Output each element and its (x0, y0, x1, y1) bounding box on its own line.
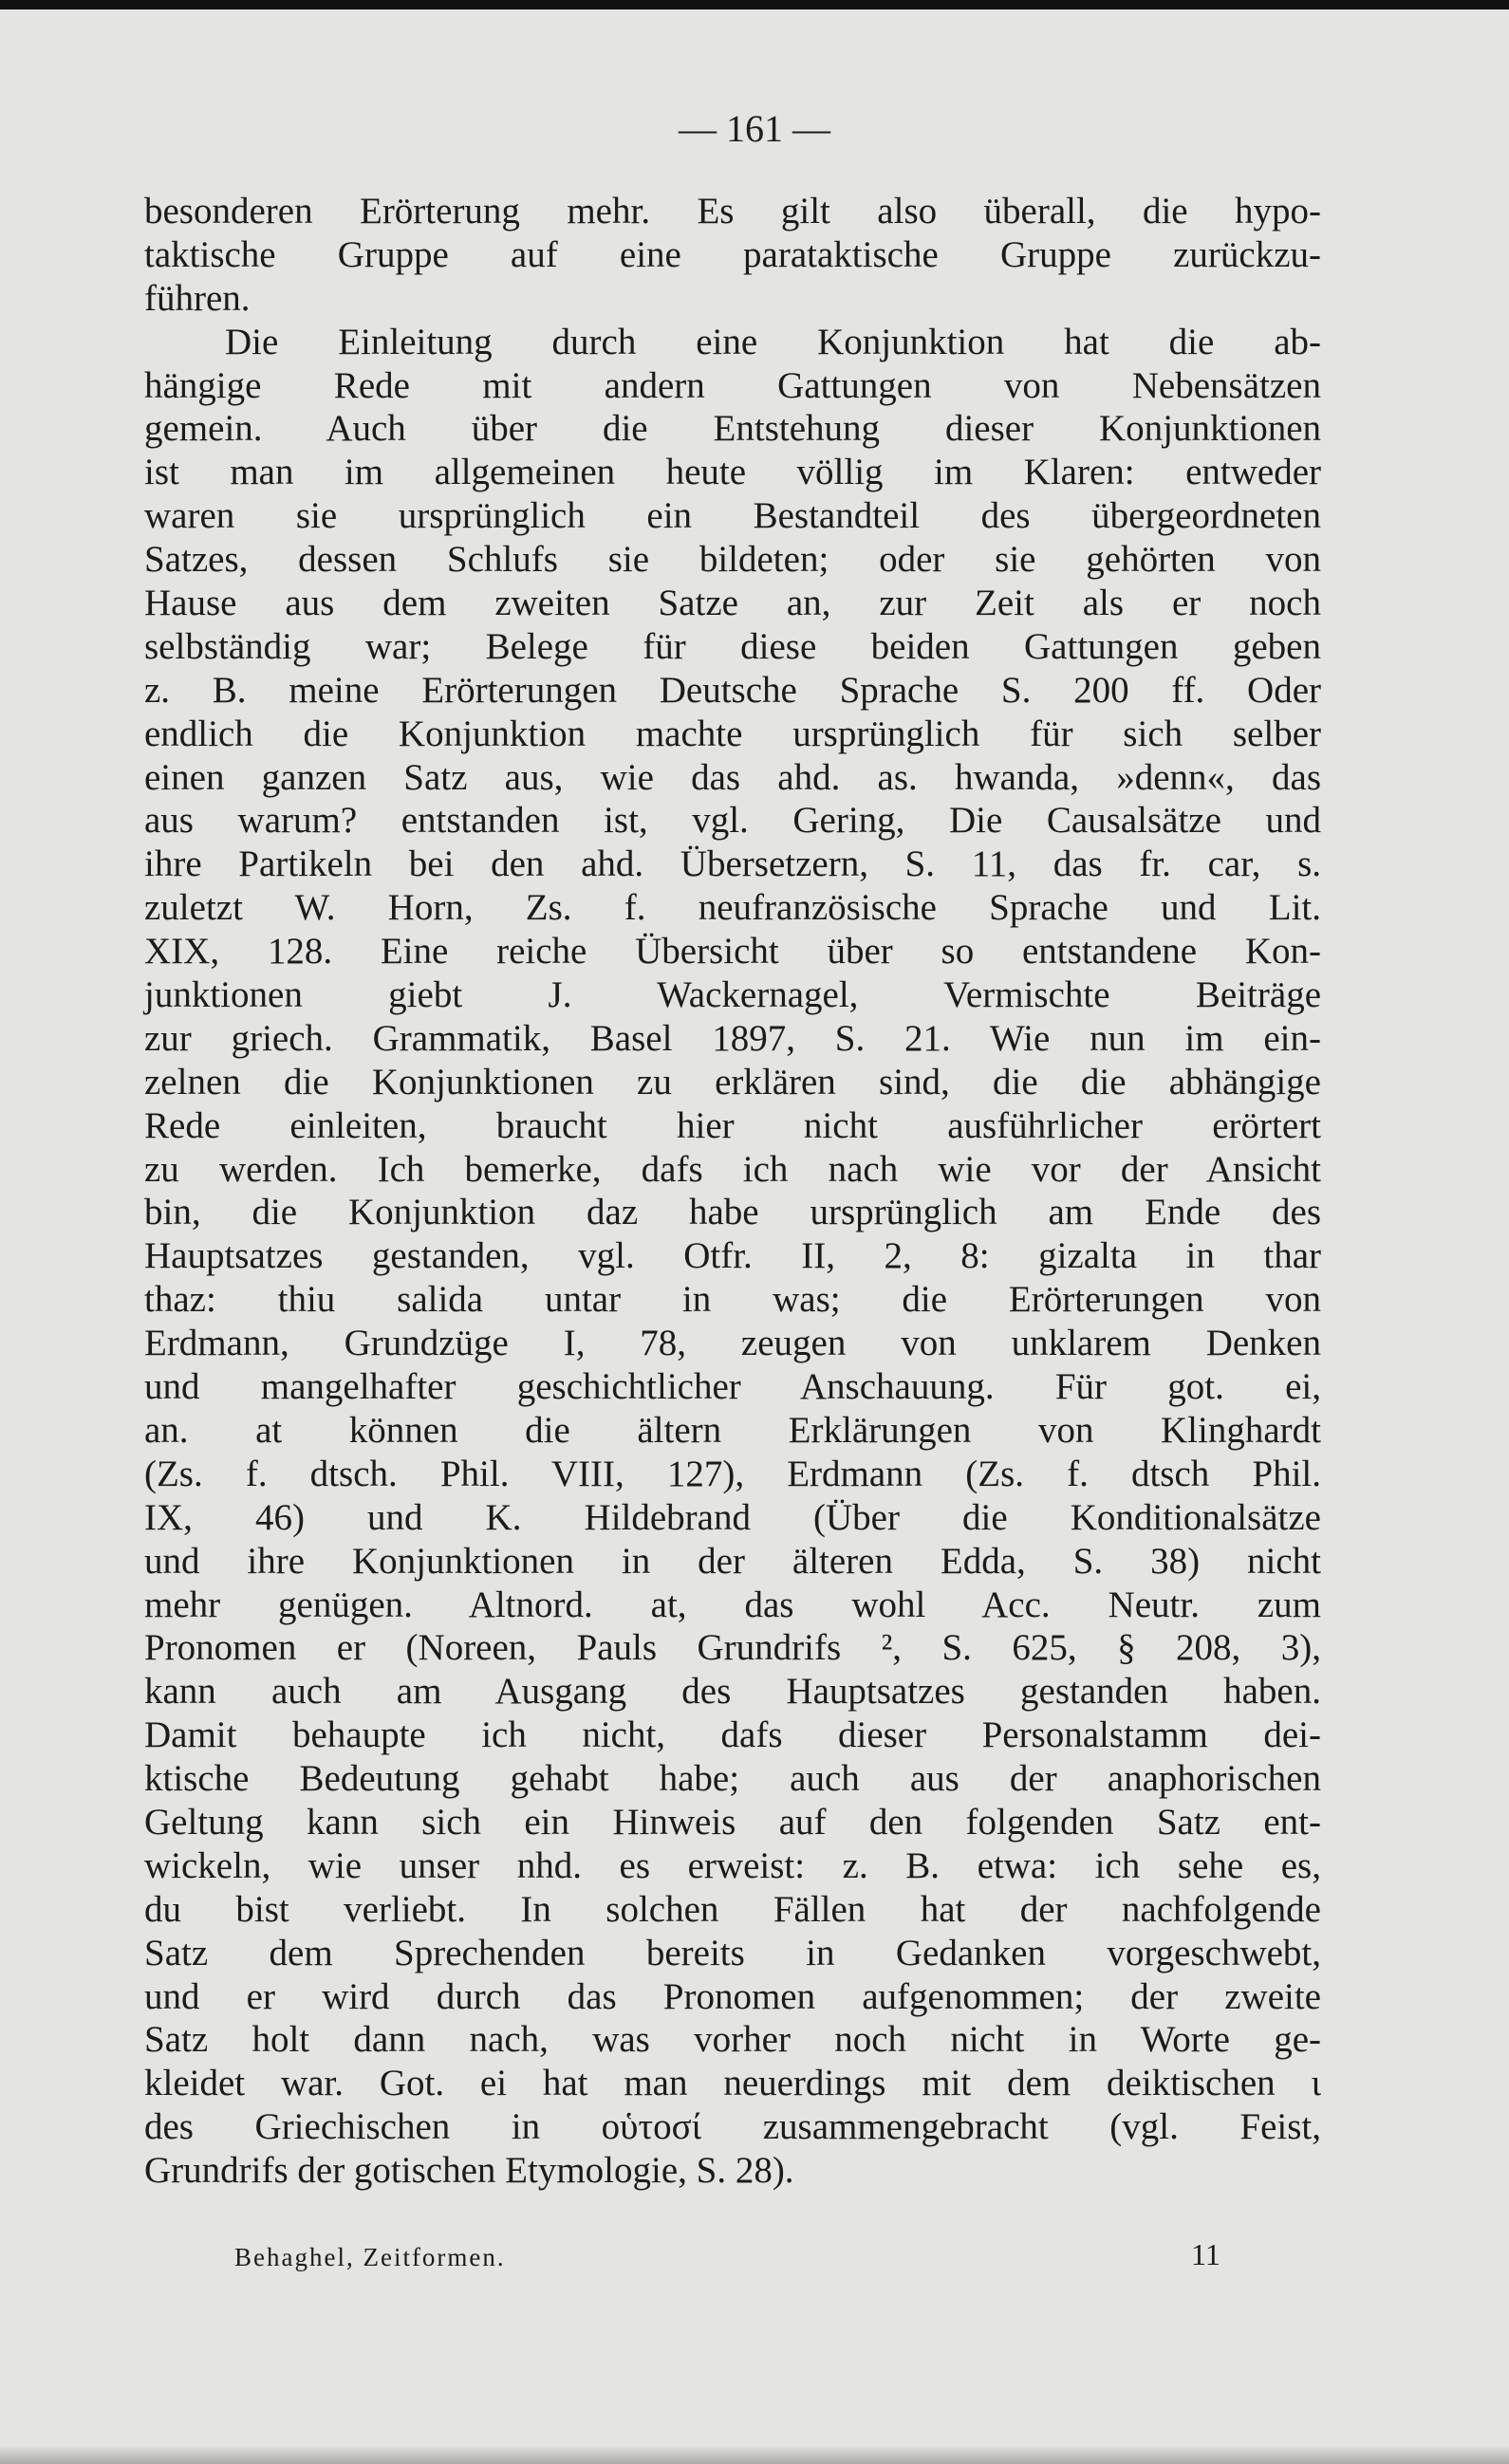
text-line: ist man im allgemeinen heute völlig im Klaren: entweder (144, 452, 1321, 493)
text-line: aus warum? entstanden ist, vgl. Gering, Die Causalsätze und (144, 800, 1321, 842)
text-line: kann auch am Ausgang des Hauptsatzes gestanden haben. (144, 1671, 1321, 1713)
page-footer (0, 2237, 1509, 2275)
text-line: Satz holt dann nach, was vorher noch nicht in Worte ge- (144, 2019, 1321, 2061)
printer-signature: Behaghel, Zeitformen. (234, 2243, 506, 2271)
text-line: zuletzt W. Horn, Zs. f. neufranzösische Sprache und Lit. (144, 887, 1321, 929)
text-line: besonderen Erörterung mehr. Es gilt also überall, die hypo- (144, 191, 1321, 232)
text-line: endlich die Konjunktion machte ursprünglich für sich selber (144, 713, 1321, 754)
text-line: Grundrifs der gotischen Etymologie, S. 28). (144, 2150, 794, 2192)
text-line: und mangelhafter geschichtlicher Anschauung. Für got. ei, (144, 1366, 1321, 1408)
text-line: kleidet war. Got. ei hat man neuerdings mit dem deiktischen ι (144, 2063, 1321, 2104)
text-line: (Zs. f. dtsch. Phil. VIII, 127), Erdmann (Zs. f. dtsch Phil. (144, 1453, 1321, 1494)
text-line: junktionen giebt J. Wackernagel, Vermischte Beiträge (144, 974, 1321, 1016)
text-line: selbständig war; Belege für diese beiden Gattungen geben (144, 625, 1321, 667)
text-line: Erdmann, Grundzüge I, 78, zeugen von unklarem Denken (144, 1323, 1321, 1364)
text-line: zur griech. Grammatik, Basel 1897, S. 21. Wie nun im ein- (144, 1017, 1321, 1059)
paragraph-start-line: Die Einleitung durch eine Konjunktion hat die ab- (225, 321, 1321, 362)
text-line: des Griechischen in οὑτοσί zusammengebracht (vgl. Feist, (144, 2106, 1321, 2148)
text-line: und ihre Konjunktionen in der älteren Edda, S. 38) nicht (144, 1540, 1321, 1582)
text-line: ktische Bedeutung gehabt habe; auch aus der anaphorischen (144, 1758, 1321, 1800)
text-line: Rede einleiten, braucht hier nicht ausführlicher erörtert (144, 1104, 1321, 1146)
text-line: mehr genügen. Altnord. at, das wohl Acc. Neutr. zum (144, 1584, 1321, 1625)
text-line: Satzes, dessen Schlufs sie bildeten; oder sie gehörten von (144, 539, 1321, 581)
text-line: ihre Partikeln bei den ahd. Übersetzern, S. 11, das fr. car, s. (144, 843, 1321, 885)
text-line: waren sie ursprünglich ein Bestandteil des übergeordneten (144, 495, 1321, 537)
text-line: bin, die Konjunktion daz habe ursprünglich am Ende des (144, 1192, 1321, 1233)
text-line: gemein. Auch über die Entstehung dieser Konjunktionen (144, 408, 1321, 450)
text-line: an. at können die ältern Erklärungen von Klinghardt (144, 1409, 1321, 1451)
text-line: Geltung kann sich ein Hinweis auf den folgenden Satz ent- (144, 1801, 1321, 1843)
text-line: Satz dem Sprechenden bereits in Gedanken vorgeschwebt, (144, 1932, 1321, 1973)
text-line: du bist verliebt. In solchen Fällen hat der nachfolgende (144, 1888, 1321, 1930)
text-line: und er wird durch das Pronomen aufgenommen; der zweite (144, 1975, 1321, 2017)
text-line: Damit behaupte ich nicht, dafs dieser Personalstamm dei- (144, 1714, 1321, 1756)
text-line: thaz: thiu salida untar in was; die Erörterungen von (144, 1279, 1321, 1321)
text-line: Hause aus dem zweiten Satze an, zur Zeit als er noch (144, 583, 1321, 624)
text-line: taktische Gruppe auf eine parataktische Gruppe zurückzu- (144, 233, 1321, 275)
text-line: XIX, 128. Eine reiche Übersicht über so entstandene Kon- (144, 931, 1321, 973)
page-number: — 161 — (679, 107, 830, 150)
text-line: zu werden. Ich bemerke, dafs ich nach wie vor der Ansicht (144, 1148, 1321, 1190)
body-text (144, 190, 1321, 2193)
text-line: hängige Rede mit andern Gattungen von Nebensätzen (144, 364, 1321, 406)
sheet-number: 11 (1191, 2237, 1220, 2271)
text-line: führen. (144, 277, 251, 319)
text-line: einen ganzen Satz aus, wie das ahd. as. hwanda, »denn«, das (144, 756, 1321, 798)
text-line: zelnen die Konjunktionen zu erklären sind, die die abhängige (144, 1061, 1321, 1102)
text-line: Pronomen er (Noreen, Pauls Grundrifs ², S. 625, § 208, 3), (144, 1627, 1321, 1669)
text-line: z. B. meine Erörterungen Deutsche Sprache S. 200 ff. Oder (144, 669, 1321, 711)
text-line: IX, 46) und K. Hildebrand (Über die Konditionalsätze (144, 1496, 1321, 1538)
text-line: wickeln, wie unser nhd. es erweist: z. B. etwa: ich sehe es, (144, 1844, 1321, 1886)
text-line: Hauptsatzes gestanden, vgl. Otfr. II, 2, 8: gizalta in thar (144, 1235, 1321, 1277)
